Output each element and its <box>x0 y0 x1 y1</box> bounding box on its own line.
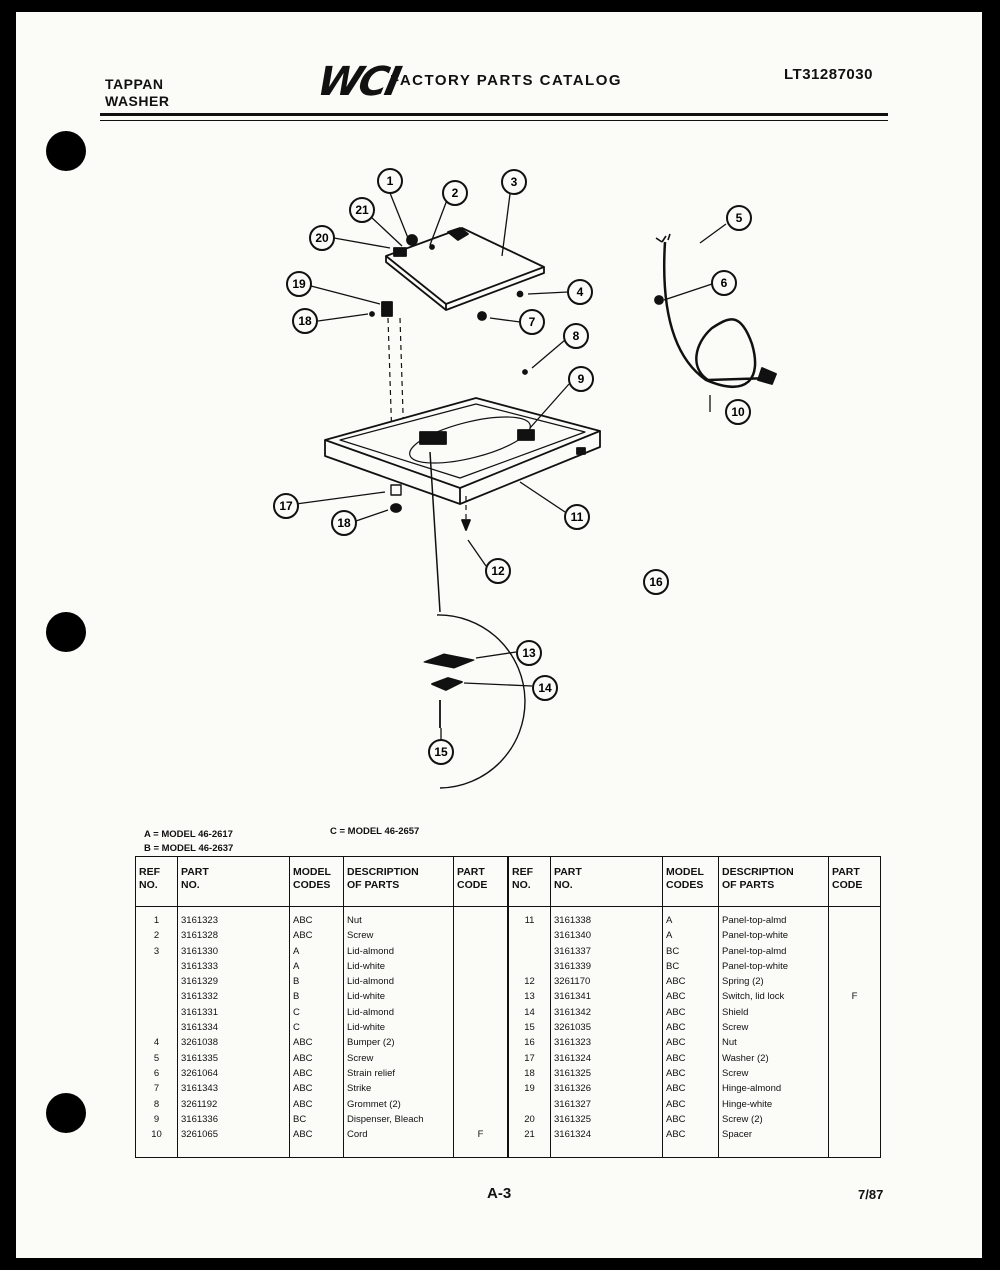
cell-ref: 17 <box>509 1051 551 1066</box>
cell-code <box>829 1035 881 1050</box>
cell-code <box>454 1035 508 1050</box>
cell-model: A <box>290 959 344 974</box>
cell-desc: Lid-white <box>344 989 454 1004</box>
callout-3 <box>502 170 526 194</box>
cell-model: ABC <box>290 1097 344 1112</box>
callout-13 <box>517 641 541 665</box>
col-code-header: PART CODE <box>454 857 508 907</box>
callout-label: 18 <box>298 314 312 328</box>
cell-code <box>454 1020 508 1035</box>
cell-code <box>454 1051 508 1066</box>
callout-17 <box>274 494 298 518</box>
callout-label: 12 <box>491 564 505 578</box>
col-model-header: MODEL CODES <box>290 857 344 907</box>
table-row <box>136 1066 508 1081</box>
cell-part: 3161326 <box>551 1081 663 1096</box>
cell-desc: Bumper (2) <box>344 1035 454 1050</box>
callout-6 <box>712 271 736 295</box>
lid-switch-drawing <box>424 654 474 668</box>
cell-desc: Panel-top-almd <box>719 944 829 959</box>
cell-ref <box>136 989 178 1004</box>
table-row <box>509 1035 881 1050</box>
callout-label: 9 <box>577 372 585 386</box>
cell-part: 3261035 <box>551 1020 663 1035</box>
cell-ref: 5 <box>136 1051 178 1066</box>
cell-desc: Spacer <box>719 1127 829 1158</box>
cell-desc: Panel-top-almd <box>719 907 829 929</box>
cell-ref: 18 <box>509 1066 551 1081</box>
table-header-row <box>509 857 881 907</box>
table-row <box>509 1066 881 1081</box>
cell-model: ABC <box>663 1066 719 1081</box>
cell-desc: Screw <box>344 1051 454 1066</box>
table-row <box>136 1097 508 1112</box>
callout-label: 6 <box>720 276 728 290</box>
table-row <box>136 1081 508 1096</box>
cell-model: ABC <box>290 1081 344 1096</box>
cell-model: ABC <box>663 1035 719 1050</box>
cell-part: 3161330 <box>178 944 290 959</box>
table-row <box>509 1081 881 1096</box>
cell-part: 3161323 <box>178 907 290 929</box>
cell-model: ABC <box>663 1127 719 1158</box>
cell-code <box>454 989 508 1004</box>
cell-model: A <box>663 907 719 929</box>
cell-part: 3161339 <box>551 959 663 974</box>
col-ref-header: REF NO. <box>136 857 178 907</box>
cell-code <box>829 1097 881 1112</box>
table-row <box>136 1127 508 1158</box>
cell-part: 3161324 <box>551 1051 663 1066</box>
table-row <box>136 959 508 974</box>
cell-part: 3161328 <box>178 928 290 943</box>
cell-desc: Nut <box>719 1035 829 1050</box>
cell-model: A <box>290 944 344 959</box>
cell-desc: Washer (2) <box>719 1051 829 1066</box>
table-row <box>509 1097 881 1112</box>
callout-label: 5 <box>735 211 743 225</box>
cell-ref <box>509 944 551 959</box>
cell-desc: Nut <box>344 907 454 929</box>
callout-label: 17 <box>279 499 293 513</box>
cell-desc: Strain relief <box>344 1066 454 1081</box>
legend-model-a: A = MODEL 46-2617 <box>144 829 233 840</box>
table-row <box>509 974 881 989</box>
cell-model: B <box>290 989 344 1004</box>
col-ref-header: REF NO. <box>509 857 551 907</box>
cell-ref: 3 <box>136 944 178 959</box>
cell-code <box>454 944 508 959</box>
cell-part: 3161340 <box>551 928 663 943</box>
cell-part: 3161325 <box>551 1066 663 1081</box>
cell-ref <box>136 974 178 989</box>
cell-code <box>829 1112 881 1127</box>
callout-18b <box>293 309 317 333</box>
callout-14 <box>533 676 557 700</box>
cell-part: 3261064 <box>178 1066 290 1081</box>
cell-part: 3261038 <box>178 1035 290 1050</box>
cell-desc: Lid-almond <box>344 974 454 989</box>
cell-ref <box>136 959 178 974</box>
cell-ref: 2 <box>136 928 178 943</box>
cell-desc: Spring (2) <box>719 974 829 989</box>
table-row <box>136 974 508 989</box>
cell-desc: Panel-top-white <box>719 928 829 943</box>
cell-code <box>454 1005 508 1020</box>
callout-label: 13 <box>522 646 536 660</box>
cell-model: ABC <box>290 1051 344 1066</box>
callout-2 <box>443 181 467 205</box>
cell-model: ABC <box>663 1051 719 1066</box>
cell-ref: 6 <box>136 1066 178 1081</box>
col-desc-header: DESCRIPTION OF PARTS <box>344 857 454 907</box>
parts-table-left <box>135 856 508 1158</box>
cell-desc: Hinge-white <box>719 1097 829 1112</box>
cell-code <box>829 1127 881 1158</box>
cell-desc: Dispenser, Bleach <box>344 1112 454 1127</box>
cell-ref: 16 <box>509 1035 551 1050</box>
cell-desc: Lid-almond <box>344 944 454 959</box>
callout-label: 16 <box>649 575 663 589</box>
cell-ref: 19 <box>509 1081 551 1096</box>
cell-model: ABC <box>663 1005 719 1020</box>
callout-15 <box>429 740 453 764</box>
table-row <box>509 907 881 929</box>
cell-model: ABC <box>663 1097 719 1112</box>
cell-desc: Lid-white <box>344 1020 454 1035</box>
cell-code <box>454 1066 508 1081</box>
cell-part: 3261065 <box>178 1127 290 1158</box>
table-row <box>136 1020 508 1035</box>
callout-16 <box>644 570 668 594</box>
brand-line1: TAPPAN <box>105 76 164 92</box>
cell-code: F <box>829 989 881 1004</box>
cell-ref <box>509 1097 551 1112</box>
cell-part: 3161342 <box>551 1005 663 1020</box>
brand-line2: WASHER <box>105 93 170 109</box>
callout-label: 1 <box>386 174 394 188</box>
cell-part: 3161343 <box>178 1081 290 1096</box>
cell-model: ABC <box>663 1081 719 1096</box>
cell-code <box>454 928 508 943</box>
cell-desc: Hinge-almond <box>719 1081 829 1096</box>
cell-code <box>454 1081 508 1096</box>
cell-ref: 13 <box>509 989 551 1004</box>
cell-ref <box>136 1005 178 1020</box>
callout-label: 8 <box>572 329 580 343</box>
cell-ref: 21 <box>509 1127 551 1158</box>
table-row <box>509 1051 881 1066</box>
cell-model: BC <box>663 959 719 974</box>
cell-model: ABC <box>290 1066 344 1081</box>
catalog-title: FACTORY PARTS CATALOG <box>390 72 623 89</box>
cell-ref: 10 <box>136 1127 178 1158</box>
table-row <box>136 989 508 1004</box>
cell-desc: Switch, lid lock <box>719 989 829 1004</box>
cell-code <box>829 907 881 929</box>
legend-model-c: C = MODEL 46-2657 <box>330 826 420 837</box>
cell-code <box>829 1066 881 1081</box>
parts-table-right <box>508 856 881 1158</box>
cell-part: 3161325 <box>551 1112 663 1127</box>
cell-part: 3161331 <box>178 1005 290 1020</box>
cell-model: C <box>290 1020 344 1035</box>
table-row <box>136 1051 508 1066</box>
cell-desc: Screw <box>344 928 454 943</box>
callout-5 <box>727 206 751 230</box>
cell-desc: Shield <box>719 1005 829 1020</box>
cell-ref <box>136 1020 178 1035</box>
cell-part: 3161334 <box>178 1020 290 1035</box>
cell-desc: Screw <box>719 1066 829 1081</box>
callout-4 <box>568 280 592 304</box>
cell-model: BC <box>290 1112 344 1127</box>
callout-label: 4 <box>576 285 584 299</box>
callout-8 <box>564 324 588 348</box>
cell-code <box>829 1005 881 1020</box>
callout-1 <box>378 169 402 193</box>
cell-ref: 4 <box>136 1035 178 1050</box>
cell-model: ABC <box>663 989 719 1004</box>
table-row <box>136 1112 508 1127</box>
cell-desc: Panel-top-white <box>719 959 829 974</box>
cell-ref: 7 <box>136 1081 178 1096</box>
cell-code <box>454 974 508 989</box>
cell-model: ABC <box>290 928 344 943</box>
cell-part: 3161327 <box>551 1097 663 1112</box>
cell-model: A <box>663 928 719 943</box>
cell-desc: Screw (2) <box>719 1112 829 1127</box>
cell-ref: 20 <box>509 1112 551 1127</box>
callout-label: 20 <box>315 231 329 245</box>
cell-part: 3161324 <box>551 1127 663 1158</box>
callout-label: 11 <box>570 510 584 524</box>
table-header-row <box>136 857 508 907</box>
callout-18 <box>332 511 356 535</box>
callout-19 <box>287 272 311 296</box>
cell-desc: Strike <box>344 1081 454 1096</box>
cell-ref: 8 <box>136 1097 178 1112</box>
cell-code <box>454 959 508 974</box>
cell-model: ABC <box>663 1020 719 1035</box>
page-number: A-3 <box>487 1185 512 1202</box>
cell-model: B <box>290 974 344 989</box>
punch-hole <box>46 1093 86 1133</box>
table-row <box>509 1020 881 1035</box>
cell-part: 3161336 <box>178 1112 290 1127</box>
callout-label: 21 <box>355 203 369 217</box>
callout-label: 3 <box>510 175 518 189</box>
cell-model: C <box>290 1005 344 1020</box>
cell-code <box>454 907 508 929</box>
cell-code <box>454 1097 508 1112</box>
cell-ref: 9 <box>136 1112 178 1127</box>
table-row <box>136 928 508 943</box>
table-row <box>136 907 508 929</box>
cell-model: ABC <box>290 1035 344 1050</box>
cell-model: ABC <box>290 1127 344 1158</box>
cell-ref: 11 <box>509 907 551 929</box>
callout-label: 18 <box>337 516 351 530</box>
table-row <box>509 1112 881 1127</box>
cell-part: 3261170 <box>551 974 663 989</box>
power-cord-drawing <box>664 242 770 387</box>
cell-code <box>829 944 881 959</box>
cell-code <box>829 1051 881 1066</box>
col-part-header: PART NO. <box>551 857 663 907</box>
col-desc-header: DESCRIPTION OF PARTS <box>719 857 829 907</box>
callout-12 <box>486 559 510 583</box>
wci-logo: WCI <box>313 59 403 105</box>
callout-label: 2 <box>451 186 459 200</box>
table-row <box>509 1005 881 1020</box>
cell-code <box>829 1020 881 1035</box>
callout-9 <box>569 367 593 391</box>
callout-10 <box>726 400 750 424</box>
callout-7 <box>520 310 544 334</box>
callout-label: 7 <box>528 315 536 329</box>
table-row <box>509 928 881 943</box>
cell-part: 3161338 <box>551 907 663 929</box>
table-row <box>136 1005 508 1020</box>
cell-desc: Screw <box>719 1020 829 1035</box>
callout-label: 14 <box>538 681 552 695</box>
callout-label: 10 <box>731 405 745 419</box>
cell-code <box>829 1081 881 1096</box>
cell-part: 3161332 <box>178 989 290 1004</box>
col-model-header: MODEL CODES <box>663 857 719 907</box>
cell-ref: 15 <box>509 1020 551 1035</box>
cell-code <box>829 974 881 989</box>
cell-desc: Grommet (2) <box>344 1097 454 1112</box>
cell-part: 3161333 <box>178 959 290 974</box>
callout-label: 15 <box>434 745 448 759</box>
callout-20 <box>310 226 334 250</box>
cell-part: 3161329 <box>178 974 290 989</box>
cell-part: 3161323 <box>551 1035 663 1050</box>
callout-21 <box>350 198 374 222</box>
catalog-number: LT31287030 <box>784 66 873 83</box>
cell-ref <box>509 959 551 974</box>
cell-desc: Lid-white <box>344 959 454 974</box>
cell-code <box>829 959 881 974</box>
cell-code <box>829 928 881 943</box>
cell-part: 3161335 <box>178 1051 290 1066</box>
top-panel-drawing <box>325 398 600 488</box>
table-row <box>509 959 881 974</box>
callout-11 <box>565 505 589 529</box>
cell-part: 3161341 <box>551 989 663 1004</box>
cell-desc: Cord <box>344 1127 454 1158</box>
revision-date: 7/87 <box>858 1187 884 1202</box>
col-part-header: PART NO. <box>178 857 290 907</box>
col-code-header: PART CODE <box>829 857 881 907</box>
cell-model: ABC <box>663 974 719 989</box>
cell-ref <box>509 928 551 943</box>
legend-model-b: B = MODEL 46-2637 <box>144 843 234 854</box>
cell-part: 3161337 <box>551 944 663 959</box>
cell-ref: 14 <box>509 1005 551 1020</box>
cell-ref: 12 <box>509 974 551 989</box>
cell-ref: 1 <box>136 907 178 929</box>
cell-code <box>454 1112 508 1127</box>
cell-model: ABC <box>663 1112 719 1127</box>
table-row <box>509 989 881 1004</box>
cell-model: ABC <box>290 907 344 929</box>
cell-part: 3261192 <box>178 1097 290 1112</box>
table-row <box>509 1127 881 1158</box>
cell-desc: Lid-almond <box>344 1005 454 1020</box>
table-row <box>509 944 881 959</box>
callout-label: 19 <box>292 277 306 291</box>
cell-model: BC <box>663 944 719 959</box>
cell-code: F <box>454 1127 508 1158</box>
table-row <box>136 944 508 959</box>
table-row <box>136 1035 508 1050</box>
